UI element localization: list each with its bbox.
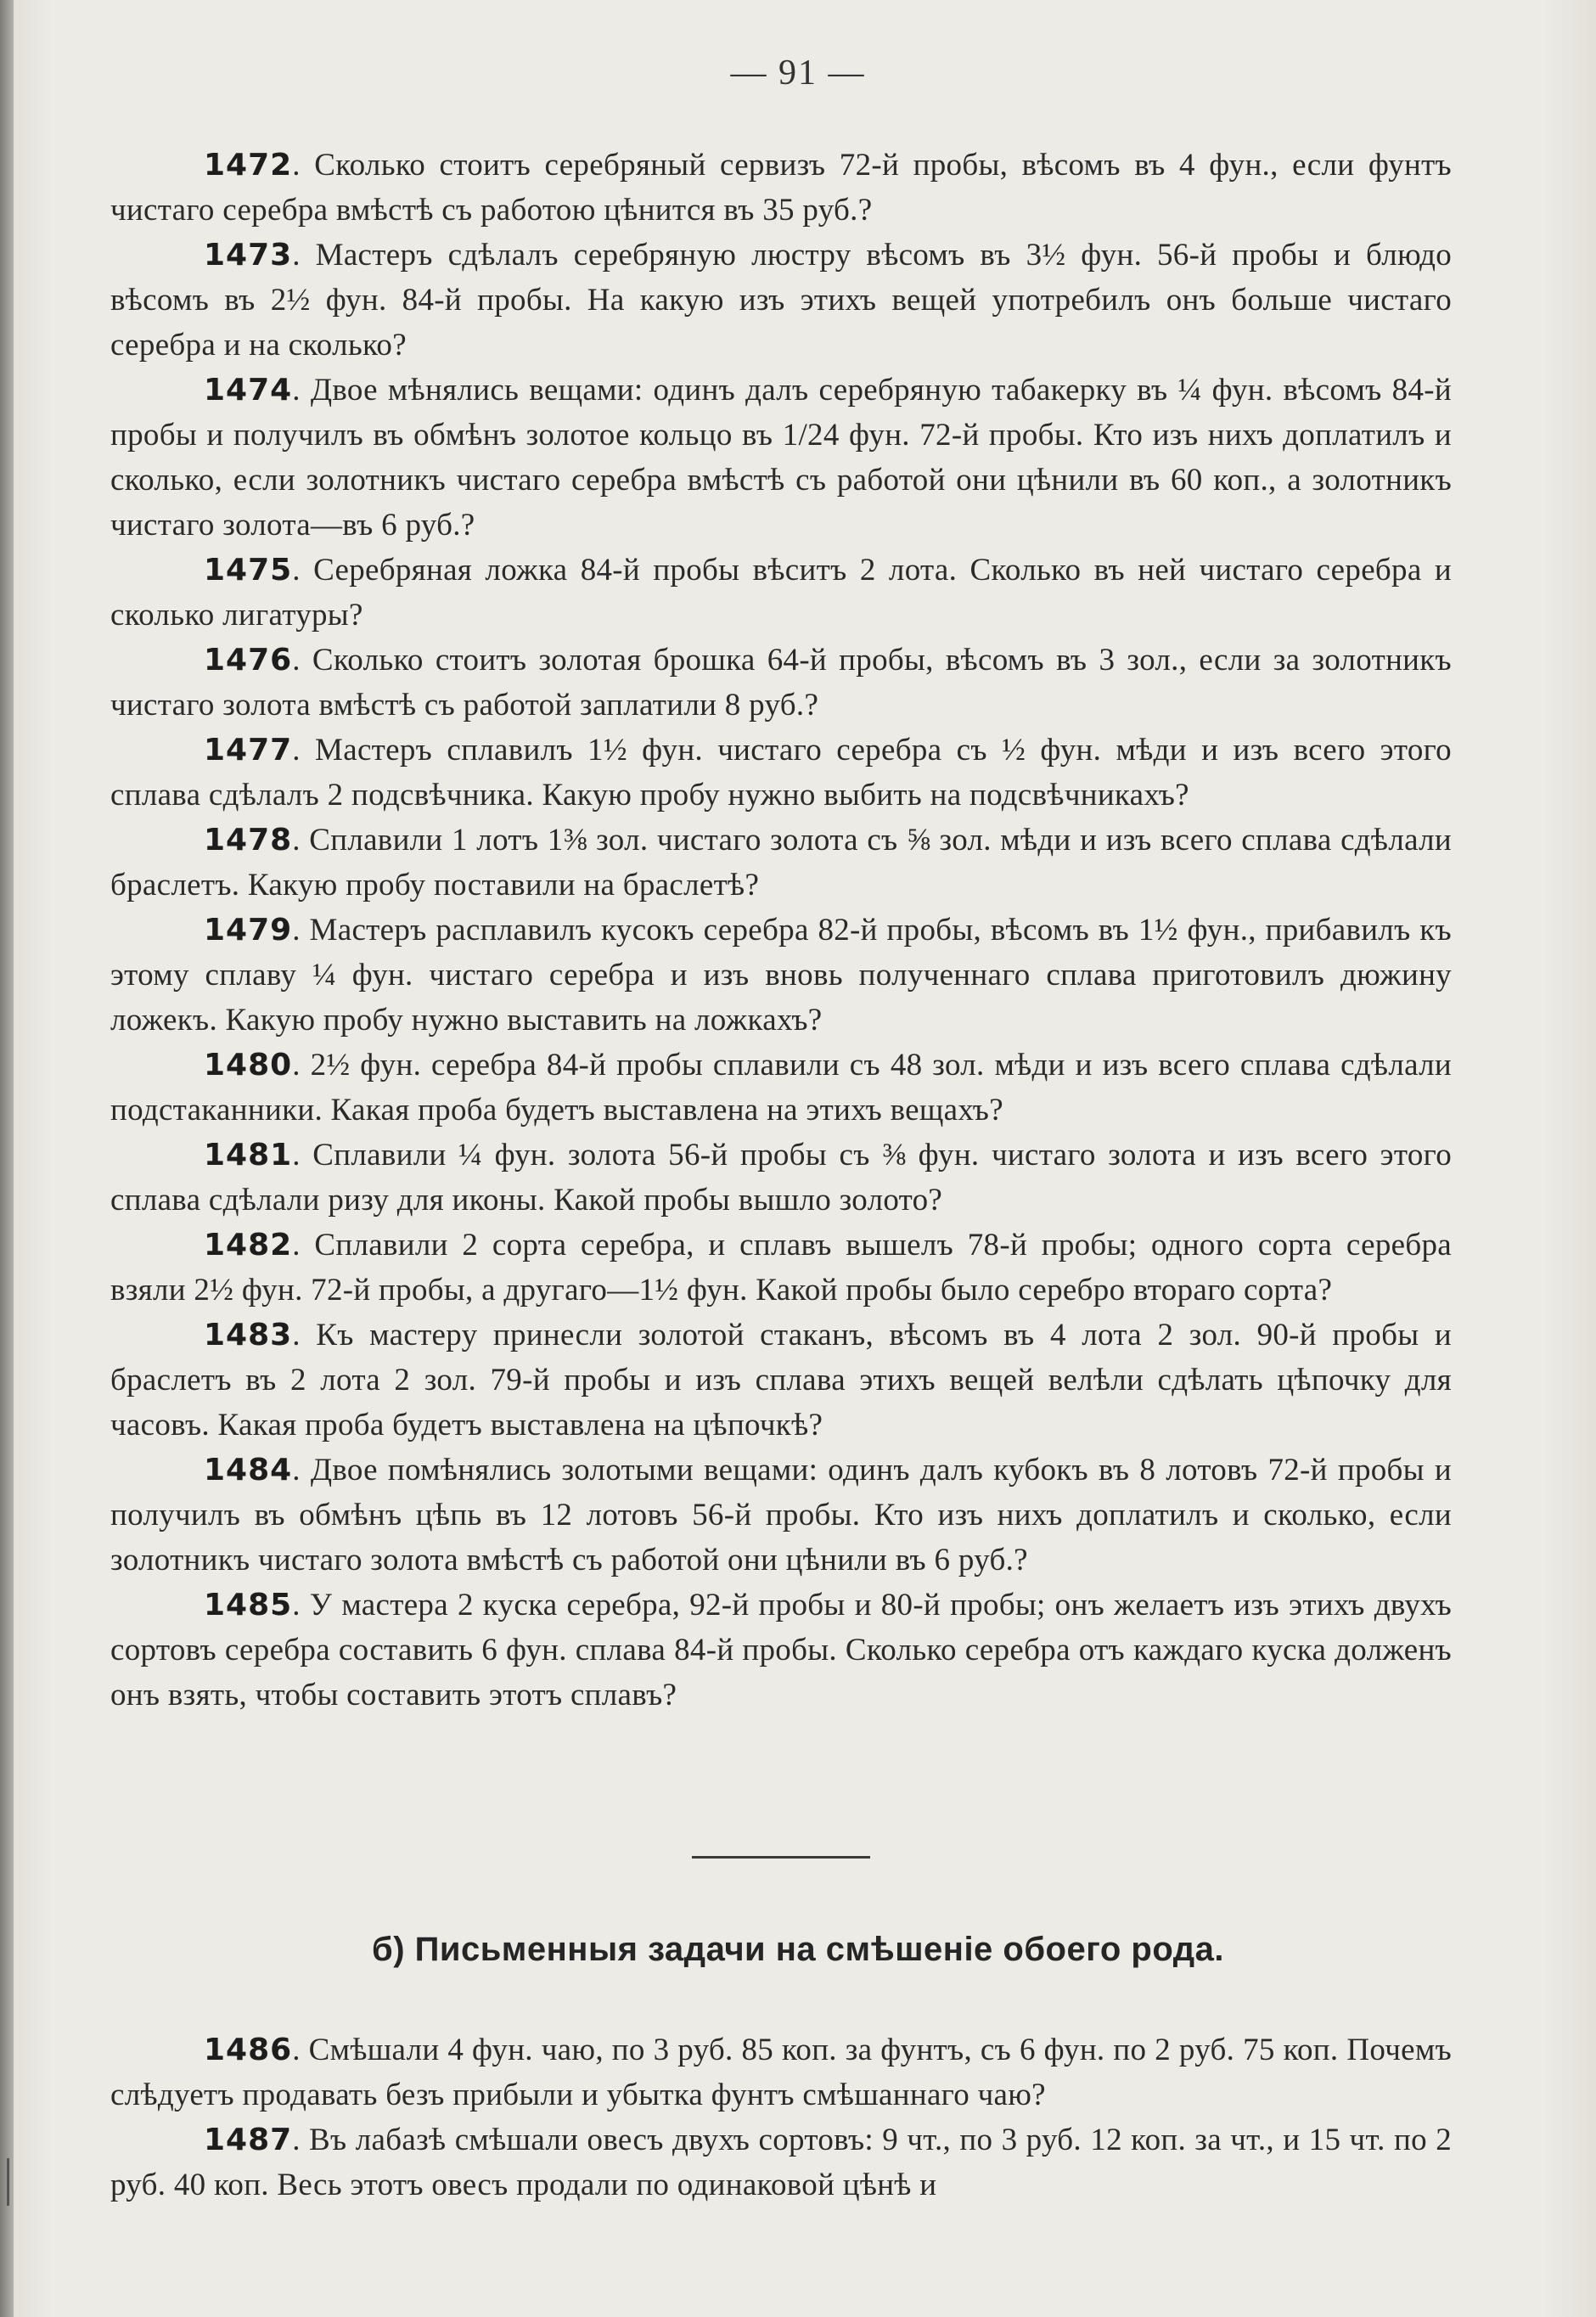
problem-text: . Серебряная ложка 84-й пробы вѣситъ 2 лота. Сколько въ ней чистаго серебра и сколько лигатуры? bbox=[110, 553, 1452, 633]
problem-text: . Сколько стоитъ серебряный сервизъ 72-й пробы, вѣсомъ въ 4 фун., если фунтъ чистаго серебра вмѣстѣ съ работою цѣнится въ 35 руб.? bbox=[110, 148, 1452, 228]
problems-list bbox=[110, 143, 1452, 1718]
problem-number: 1475 bbox=[204, 553, 293, 588]
problem-item bbox=[110, 818, 1452, 908]
problem-text: . Къ мастеру принесли золотой стаканъ, вѣсомъ въ 4 лота 2 зол. 90-й пробы и браслетъ въ 2 лота 2 зол. 79-й пробы и изъ сплава этихъ вещей велѣли сдѣлать цѣпочку для часовъ. Какая проба будетъ выставлена на цѣпочкѣ? bbox=[110, 1318, 1452, 1443]
problem-number: 1478 bbox=[204, 823, 293, 858]
problem-number: 1481 bbox=[204, 1138, 293, 1173]
problem-text: . Въ лабазѣ смѣшали овесъ двухъ сортовъ: 9 чт., по 3 руб. 12 коп. за чт., и 15 чт. по 2 руб. 40 коп. Весь этотъ овесъ продали по одинаковой цѣнѣ и bbox=[110, 2123, 1452, 2202]
problem-number: 1484 bbox=[204, 1453, 293, 1487]
problem-item bbox=[110, 908, 1452, 1043]
problem-text: . Двое помѣнялись золотыми вещами: одинъ далъ кубокъ въ 8 лотовъ 72-й пробы и получилъ въ обмѣнъ цѣпь въ 12 лотовъ 56-й пробы. Кто изъ нихъ доплатилъ и сколько, если золотникъ чистаго золота вмѣстѣ съ работой они цѣнили въ 6 руб.? bbox=[110, 1453, 1452, 1577]
problem-item bbox=[110, 728, 1452, 818]
problem-item bbox=[110, 1043, 1452, 1133]
problem-item bbox=[110, 638, 1452, 728]
problem-number: 1474 bbox=[204, 373, 293, 408]
problem-text: . Сплавили 1 лотъ 1⅜ зол. чистаго золота съ ⅝ зол. мѣди и изъ всего сплава сдѣлали браслетъ. Какую пробу поставили на браслетѣ? bbox=[110, 823, 1452, 903]
problem-item bbox=[110, 1448, 1452, 1583]
problem-number: 1472 bbox=[204, 148, 293, 183]
problem-number: 1479 bbox=[204, 913, 293, 948]
problems-list-section-b bbox=[110, 2027, 1452, 2207]
problem-number: 1485 bbox=[204, 1588, 293, 1622]
problem-text: . Сплавили 2 сорта серебра, и сплавъ вышелъ 78-й пробы; одного сорта серебра взяли 2½ фун. 72-й пробы, а другаго—1½ фун. Какой пробы было серебро втораго сорта? bbox=[110, 1228, 1452, 1308]
problem-text: . Смѣшали 4 фун. чаю, по 3 руб. 85 коп. за фунтъ, съ 6 фун. по 2 руб. 75 коп. Почемъ слѣдуетъ продавать безъ прибыли и убытка фунтъ смѣшаннаго чаю? bbox=[110, 2033, 1452, 2112]
problem-text: . Мастеръ расплавилъ кусокъ серебра 82-й пробы, вѣсомъ въ 1½ фун., прибавилъ къ этому сплаву ¼ фун. чистаго серебра и изъ вновь полученнаго сплава приготовилъ дюжину ложекъ. Какую пробу нужно выставить на ложкахъ? bbox=[110, 913, 1452, 1038]
problem-text: . Сколько стоитъ золотая брошка 64-й пробы, вѣсомъ въ 3 зол., если за золотникъ чистаго золота вмѣстѣ съ работой заплатили 8 руб.? bbox=[110, 643, 1452, 723]
problem-item bbox=[110, 2027, 1452, 2117]
problem-number: 1477 bbox=[204, 733, 293, 768]
problem-item bbox=[110, 1133, 1452, 1223]
problem-item bbox=[110, 143, 1452, 233]
problem-number: 1486 bbox=[204, 2033, 293, 2067]
problem-item bbox=[110, 368, 1452, 548]
margin-mark bbox=[7, 2158, 9, 2206]
problem-text: . Мастеръ сдѣлалъ серебряную люстру вѣсомъ въ 3½ фун. 56-й пробы и блюдо вѣсомъ въ 2½ фун. 84-й пробы. На какую изъ этихъ вещей употребилъ онъ больше чистаго серебра и на сколько? bbox=[110, 238, 1452, 363]
problem-number: 1487 bbox=[204, 2123, 293, 2157]
problem-item bbox=[110, 1223, 1452, 1313]
problem-text: . 2½ фун. серебра 84-й пробы сплавили съ 48 зол. мѣди и изъ всего сплава сдѣлали подстаканники. Какая проба будетъ выставлена на этихъ вещахъ? bbox=[110, 1048, 1452, 1128]
problem-number: 1480 bbox=[204, 1048, 293, 1083]
problem-text: . У мастера 2 куска серебра, 92-й пробы и 80-й пробы; онъ желаетъ изъ этихъ двухъ сортовъ серебра составить 6 фун. сплава 84-й пробы. Сколько серебра отъ каждаго куска долженъ онъ взять, чтобы составить этотъ сплавъ? bbox=[110, 1588, 1452, 1712]
problem-item bbox=[110, 1313, 1452, 1448]
problem-number: 1476 bbox=[204, 643, 293, 678]
problem-item bbox=[110, 1583, 1452, 1718]
problem-item bbox=[110, 2117, 1452, 2207]
problem-item bbox=[110, 233, 1452, 368]
problem-number: 1483 bbox=[204, 1318, 293, 1353]
problem-item bbox=[110, 548, 1452, 638]
problem-number: 1482 bbox=[204, 1228, 293, 1263]
problem-text: . Мастеръ сплавилъ 1½ фун. чистаго серебра съ ½ фун. мѣди и изъ всего этого сплава сдѣлалъ 2 подсвѣчника. Какую пробу нужно выбить на подсвѣчникахъ? bbox=[110, 733, 1452, 813]
problem-text: . Сплавили ¼ фун. золота 56-й пробы съ ⅜ фун. чистаго золота и изъ всего этого сплава сдѣлали ризу для иконы. Какой пробы вышло золото? bbox=[110, 1138, 1452, 1218]
section-divider bbox=[692, 1856, 870, 1859]
book-spine-shadow bbox=[0, 0, 14, 2317]
problem-text: . Двое мѣнялись вещами: одинъ далъ серебряную табакерку въ ¼ фун. вѣсомъ 84-й пробы и получилъ въ обмѣнъ золотое кольцо въ 1/24 фун. 72-й пробы. Кто изъ нихъ доплатилъ и сколько, если золотникъ чистаго серебра вмѣстѣ съ работой они цѣнили въ 60 коп., а золотникъ чистаго золота—въ 6 руб.? bbox=[110, 373, 1452, 543]
page-number: — 91 — bbox=[730, 53, 866, 93]
section-title: б) Письменныя задачи на смѣшеніе обоего рода. bbox=[371, 1931, 1225, 1968]
problem-number: 1473 bbox=[204, 238, 293, 273]
